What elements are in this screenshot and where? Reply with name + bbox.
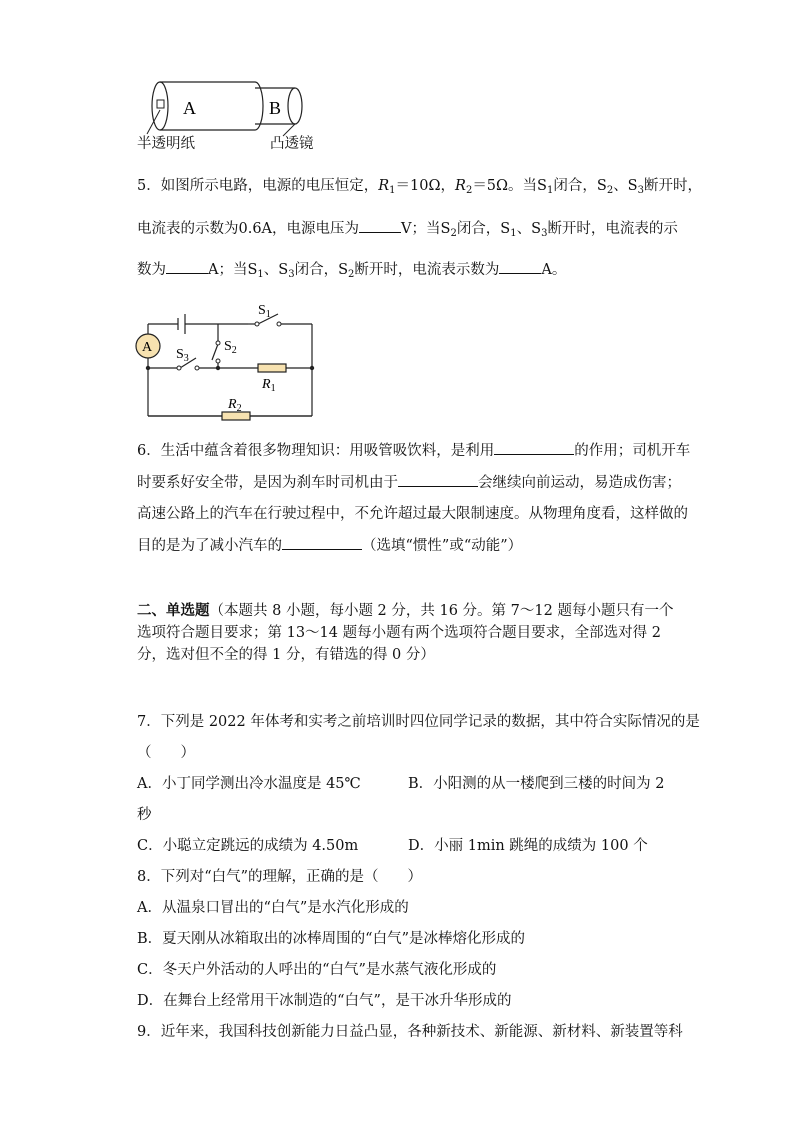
q7-stem: 7．下列是 2022 年体考和实考之前培训时四位同学记录的数据，其中符合实际情况的是	[137, 714, 700, 730]
answer-blank[interactable]	[499, 259, 541, 274]
answer-blank[interactable]	[359, 218, 401, 233]
q5-line3: 数为 A；当$S_1$、$S_3$闭合，$S_2$断开时，电流表示数为 A。	[137, 259, 566, 285]
q7-option-d[interactable]: D．小丽 1min 跳绳的成绩为 100 个	[408, 838, 648, 854]
q7-option-c[interactable]: C．小聪立定跳远的成绩为 4.50m	[137, 838, 359, 854]
q8-option-a[interactable]: A．从温泉口冒出的“白气”是水汽化形成的	[137, 900, 409, 916]
q8-option-b[interactable]: B．夏天刚从冰箱取出的冰棒周围的“白气”是冰棒熔化形成的	[137, 931, 525, 947]
answer-blank[interactable]	[166, 259, 208, 274]
answer-blank[interactable]	[282, 535, 362, 550]
q6-line4: 目的是为了减小汽车的 （选填“惯性”或“动能”）	[137, 535, 522, 556]
svg-text:R1: $R_1$	[262, 377, 276, 394]
circuit-diagram	[130, 296, 330, 426]
q6-line3: 高速公路上的汽车在行驶过程中，不允许超过最大限制速度。从物理角度看，这样做的	[137, 506, 688, 522]
q7-option-a[interactable]: A．小丁同学测出冷水温度是 45℃	[137, 776, 361, 792]
svg-text:S3: $S_3$	[176, 347, 189, 364]
section2-line1: 二、单选题（本题共 8 小题，每小题 2 分，共 16 分。第 7～12 题每小题只有一个	[137, 602, 674, 619]
section2-line2: 选项符合题目要求；第 13～14 题每小题有两个选项符合题目要求，全部选对得 2	[137, 625, 661, 641]
q8-option-d[interactable]: D．在舞台上经常用干冰制造的“白气”，是干冰升华形成的	[137, 993, 512, 1009]
ammeter-label: A	[142, 340, 153, 355]
section2-title: 二、单选题	[137, 602, 210, 619]
q7-option-b[interactable]: B．小阳测的从一楼爬到三楼的时间为 2	[408, 776, 665, 792]
caption-convex-lens: 凸透镜	[270, 136, 314, 152]
svg-text:R2: $R_2$	[228, 397, 242, 414]
q9-stem: 9．近年来，我国科技创新能力日益凸显，各种新技术、新能源、新材料、新装置等科	[137, 1024, 683, 1040]
resistor-r1	[258, 364, 286, 372]
q6-line1: 6．生活中蕴含着很多物理知识：用吸管吸饮料，是利用 的作用；司机开车	[137, 440, 690, 461]
svg-text:S2: $S_2$	[224, 339, 237, 356]
answer-blank[interactable]	[494, 440, 574, 455]
label-b: B	[269, 98, 282, 118]
answer-blank[interactable]	[398, 472, 478, 487]
q6-line2: 时要系好安全带，是因为刹车时司机由于 会继续向前运动，易造成伤害；	[137, 472, 681, 493]
q5-line2: 电流表的示数为0.6A，电源电压为 V；当$S_2$闭合，$S_1$、$S_3$断开时，电流表的示	[137, 218, 678, 244]
q8-stem: 8．下列对“白气”的理解，正确的是（ ）	[137, 869, 423, 885]
q7-paren: （ ）	[137, 745, 195, 761]
q8-option-c[interactable]: C．冬天户外活动的人呼出的“白气”是水蒸气液化形成的	[137, 962, 497, 978]
section2-line3: 分，选对但不全的得 1 分，有错选的得 0 分）	[137, 647, 435, 663]
q7-option-b-cont: 秒	[137, 807, 152, 823]
caption-translucent-paper: 半透明纸	[137, 136, 195, 152]
label-a: A	[183, 98, 196, 118]
q5-line1: 5．如图所示电路，电源的电压恒定，$R_1=10\Omega$，$R_2=5\Omega$。当$S_1$闭合，$S_2$、$S_3$断开时，	[137, 178, 702, 196]
svg-text:S1: $S_1$	[258, 303, 271, 320]
